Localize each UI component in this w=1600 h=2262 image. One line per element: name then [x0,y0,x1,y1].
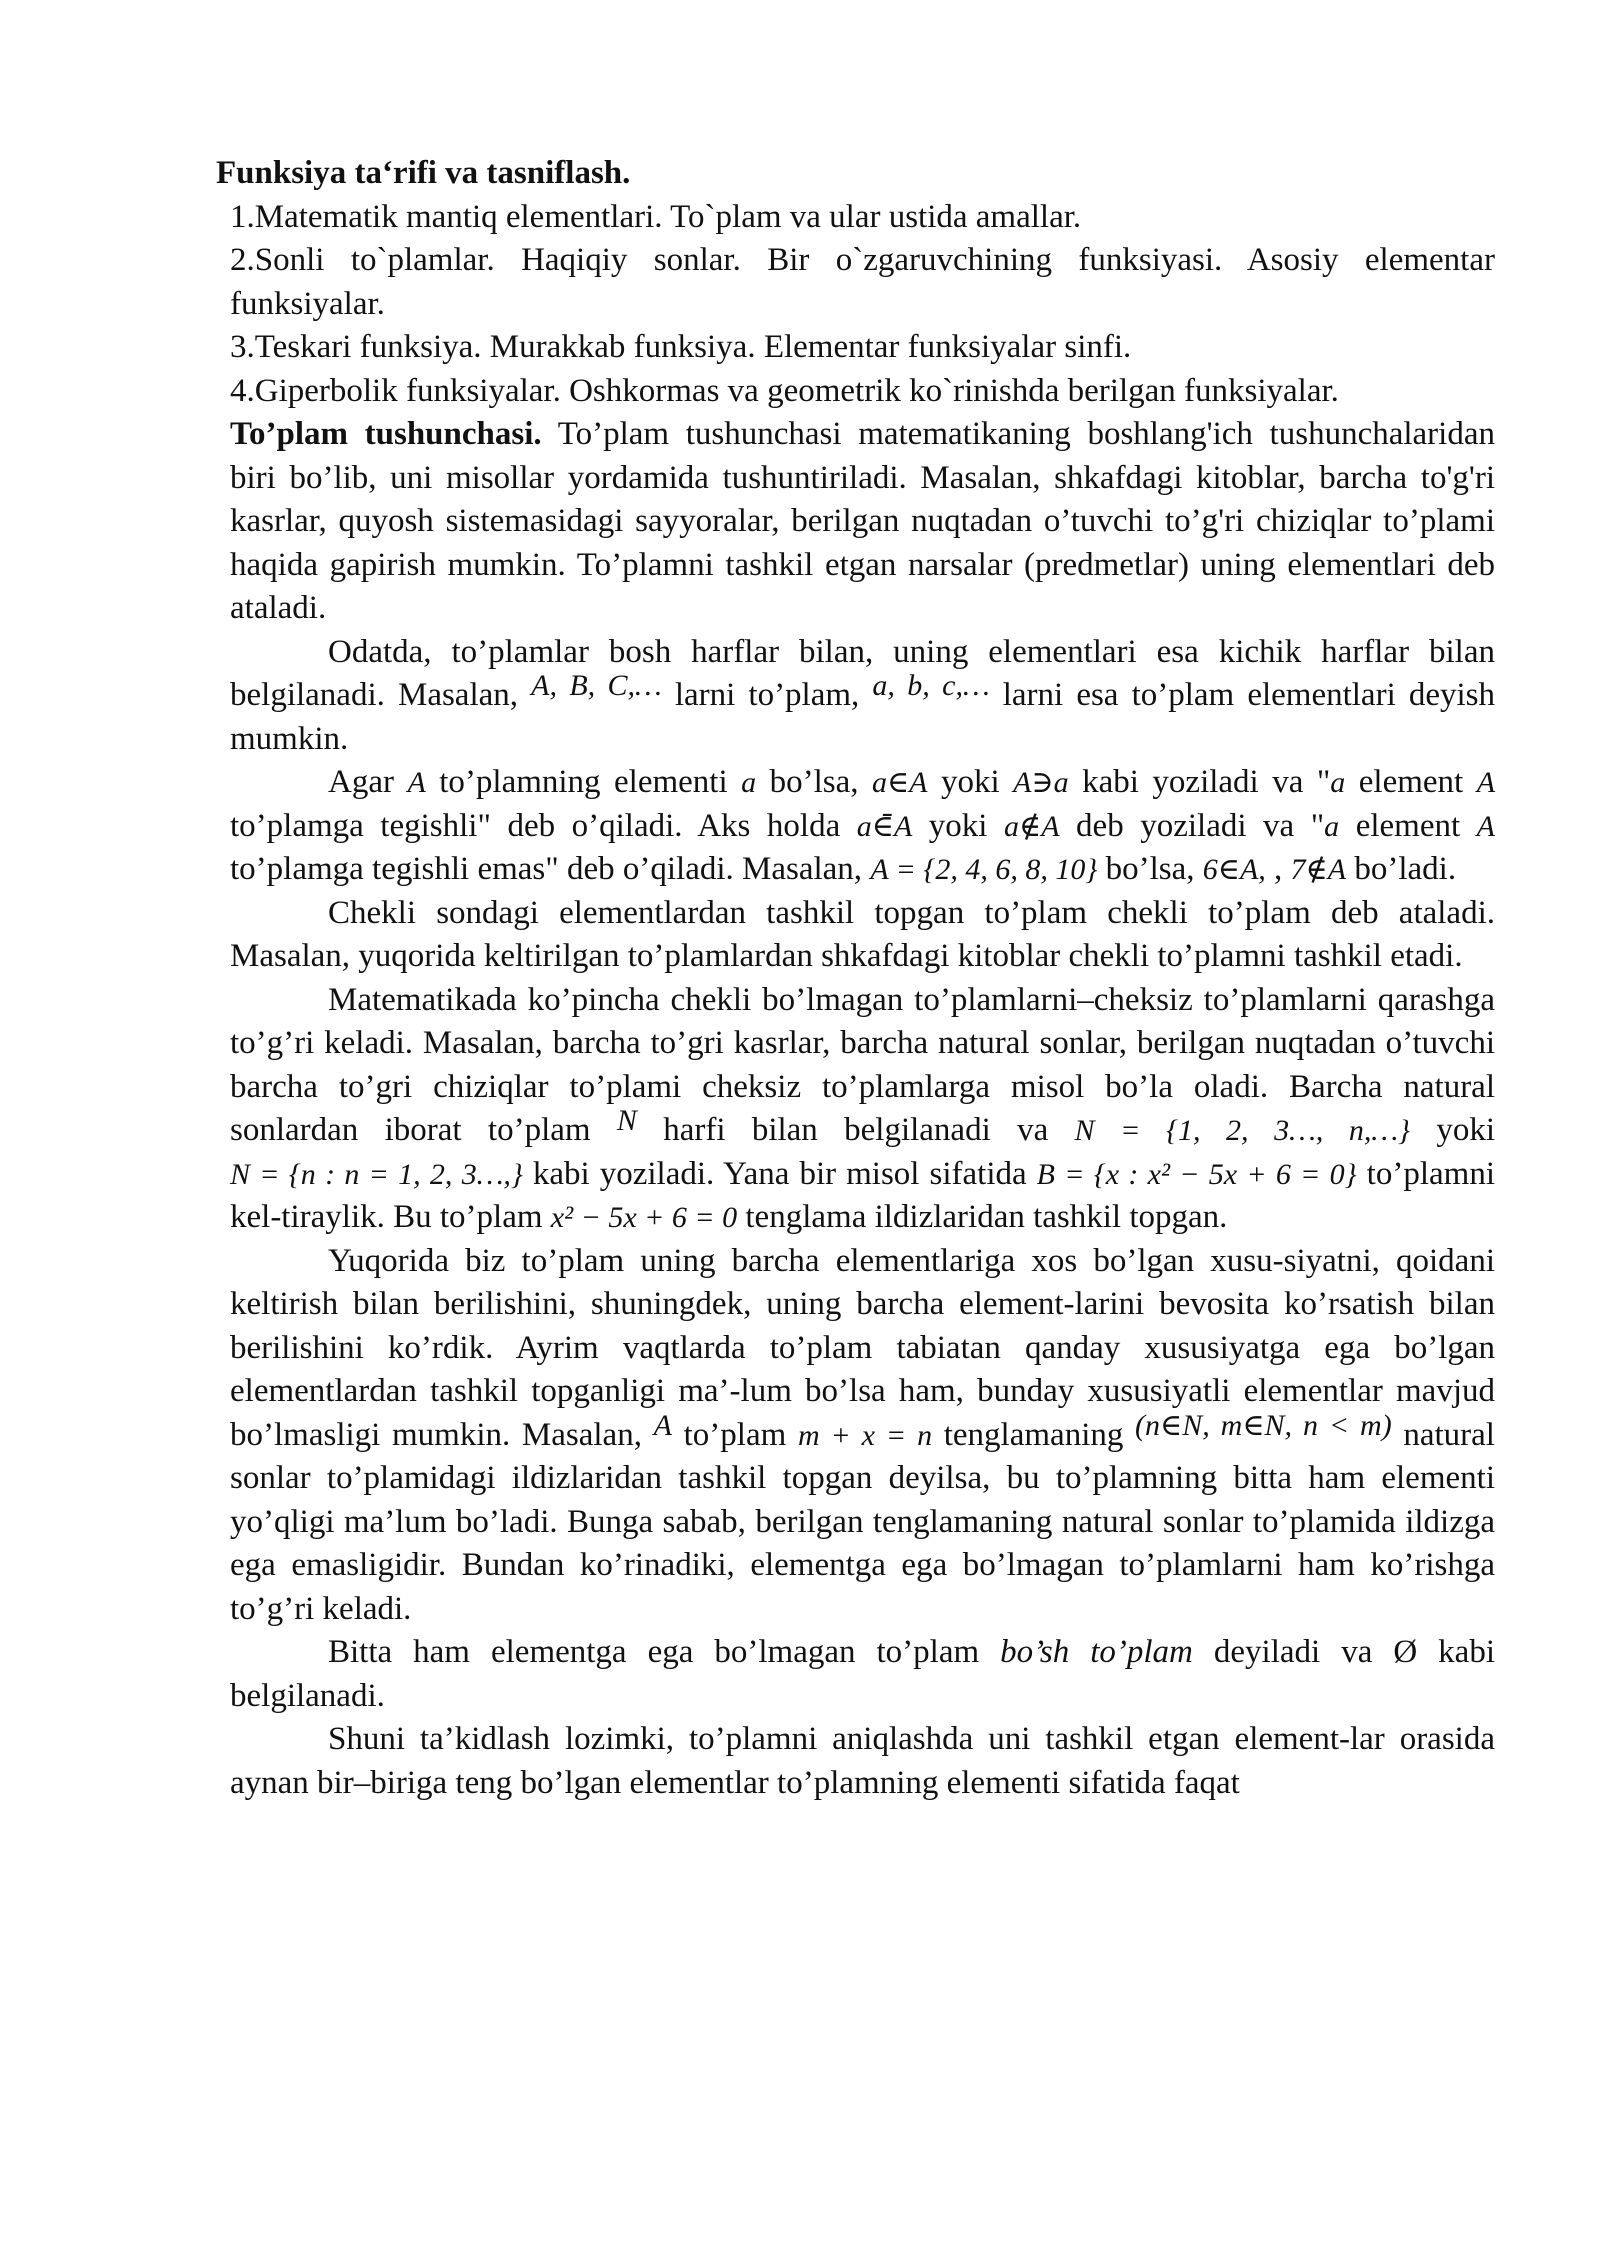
text-run: Odatda, to’plamlar bosh harflar bilan, uning elementlari esa kichik harflar bilan belgilanadi. Masalan, [230,633,1495,713]
math-expression: (n∈N, m∈N, n < m) [1135,1408,1392,1442]
text-run: Yuqorida biz to’plam uning barcha elementlariga xos bo’lgan xusu-siyatni, qoidani keltirish bilan berilishini, shuningdek, uning barcha element-larini bevosita ko’rsatish bilan berilishini ko’rdik. Ayrim vaqtlarda to’plam tabiatan qanday xususiyatga ega bo’lgan elementlardan tashkil topganligi ma’-lum bo’lsa ham, bunday xususiyatli elementlar mavjud bo’lmasligi mumkin. Masalan, [230,1242,1495,1453]
paragraph-finite-sets: Chekli sondagi elementlardan tashkil topgan to’plam chekli to’plam deb ataladi. Masalan, yuqorida keltirilgan to’plamlardan shkafdagi kitoblar chekli to’plamni tashkil etadi. [230,894,1495,974]
text-run: yoki [1410,1112,1495,1148]
text-run: tenglamaning [932,1416,1136,1453]
text-run: , [1265,851,1291,887]
text-run: to’plam [671,1416,798,1453]
text-run: larni to’plam, [661,677,873,713]
text-run: to’plamga tegishli" deb o’qiladi. Aks holda [230,807,857,844]
section-heading: To’plam tushunchasi. [230,416,542,452]
math-expression: N [616,1104,637,1137]
math-expression: A∋a [1013,766,1069,799]
math-expression: A, B, C,… [531,669,662,702]
text-run: bo’ladi. [1346,851,1457,887]
paragraph-notation [230,631,1495,762]
text-run: Bitta ham elementga ega bo’lmagan to’plam [328,1634,1001,1670]
text-run: Agar [328,764,408,800]
toc-item-2: 2.Sonli to`plamlar. Haqiqiy sonlar. Bir o`zgaruvchining funksiyasi. Asosiy elementar funksiyalar. [230,242,1495,322]
term-empty-set: bo’sh to’plam [1000,1634,1193,1670]
math-expression: a [1324,809,1340,843]
paragraph-membership [230,761,1495,892]
math-expression: 6∈A, [1202,853,1266,886]
text-run: harfi bilan belgilanadi va [636,1112,1075,1148]
math-expression: N = {n : n = 1, 2, 3…,} [230,1157,523,1191]
text-run: yoki [927,764,1014,800]
math-expression: 7∉A [1290,853,1347,886]
toc-item-3: 3.Teskari funksiya. Murakkab funksiya. Elementar funksiyalar sinfi. [230,329,1132,365]
text-run: element [1345,764,1477,800]
math-expression: A = {2, 4, 6, 8, 10} [870,853,1098,886]
math-expression: a∈̄A [856,809,913,843]
text-run: deyiladi va Ø kabi belgilanadi. [230,1634,1495,1714]
text-run: bo’lsa, [756,764,872,800]
text-run: kabi yoziladi. Yana bir misol sifatida [522,1155,1037,1192]
document-page [216,152,1496,1805]
text-run: tenglama ildizlaridan tashkil topgan. [737,1199,1228,1235]
math-expression: a [1330,766,1346,799]
math-expression: A [1476,766,1496,799]
text-run: bo’lsa, [1097,851,1203,887]
text-run: to’plamni kel-tiraylik. Bu to’plam [230,1155,1495,1235]
text-run: yoki [912,807,1004,844]
paragraph-set-concept [230,413,1495,631]
math-expression: B = {x : x² − 5x + 6 = 0} [1036,1157,1357,1191]
toc-item-1: 1.Matematik mantiq elementlari. To`plam va ular ustida amallar. [230,198,1082,235]
math-expression: x² − 5x + 6 = 0 [550,1201,738,1234]
math-expression: N = {1, 2, 3…, n,…} [1074,1114,1410,1147]
paragraph-empty-set [230,1631,1495,1718]
paragraph-empty-property [230,1240,1495,1632]
paragraph-infinite-sets [230,979,1495,1240]
text-run: to’plamga tegishli emas" deb o’qiladi. Masalan, [230,851,871,887]
text-run: element [1339,807,1477,844]
math-expression: A [407,766,426,799]
math-expression: A [653,1408,672,1442]
document-title: Funksiya ta‘rifi va tasniflash. [216,155,631,191]
text-run: Matematikada ko’pincha chekli bo’lmagan to’plamlarni–cheksiz to’plamlarni qarashga to’g’ri keladi. Masalan, barcha to’gri kasrlar, barcha natural sonlar, berilgan nuqtadan o’tuvchi barcha to’gri chiziqlar to’plami cheksiz to’plamlarga misol bo’la oladi. Barcha natural sonlardan iborat to’plam [230,981,1495,1148]
text-run: larni esa to’plam elementlari deyish mumkin. [230,677,1495,757]
paragraph-text: To’plam tushunchasi matematikaning boshlang'ich tushunchalaridan biri bo’lib, uni misollar yordamida tushuntiriladi. Masalan, shkafdagi kitoblar, barcha to'g'ri kasrlar, quyosh sistemasidagi sayyoralar, berilgan nuqtadan o’tuvchi to’g'ri chiziqlar to’plami haqida gapirish mumkin. To’plamni tashkil etgan narsalar (predmetlar) uning elementlari deb ataladi. [230,416,1495,626]
math-expression: a∈A [871,766,928,799]
text-run: deb yoziladi va " [1059,807,1325,844]
math-expression: A [1476,809,1495,843]
math-expression: m + x = n [797,1418,933,1452]
text-run: to’plamning elementi [425,764,742,800]
text-run: natural sonlar to’plamidagi ildizlaridan tashkil topgan deyilsa, bu to’plamning bitta ham elementi yo’qligi ma’lum bo’ladi. Bunga sabab, berilgan tenglamaning natural sonlar to’plamida ildizga ega emasligidir. Bundan ko’rinadiki, elementga ega bo’lmagan to’plamlarni ham ko’rishga to’g’ri keladi. [230,1416,1495,1627]
math-expression: a [741,766,757,799]
paragraph-note: Shuni ta’kidlash lozimki, to’plamni aniqlashda uni tashkil etgan element-lar orasida aynan bir–biriga teng bo’lgan elementlar to’plamning elementi sifatida faqat [230,1721,1495,1801]
math-expression: a∉A [1003,809,1060,843]
math-expression: a, b, c,… [872,669,990,702]
text-run: kabi yoziladi va " [1068,764,1331,800]
toc-item-4: 4.Giperbolik funksiyalar. Oshkormas va geometrik ko`rinishda berilgan funksiyalar. [230,372,1339,409]
